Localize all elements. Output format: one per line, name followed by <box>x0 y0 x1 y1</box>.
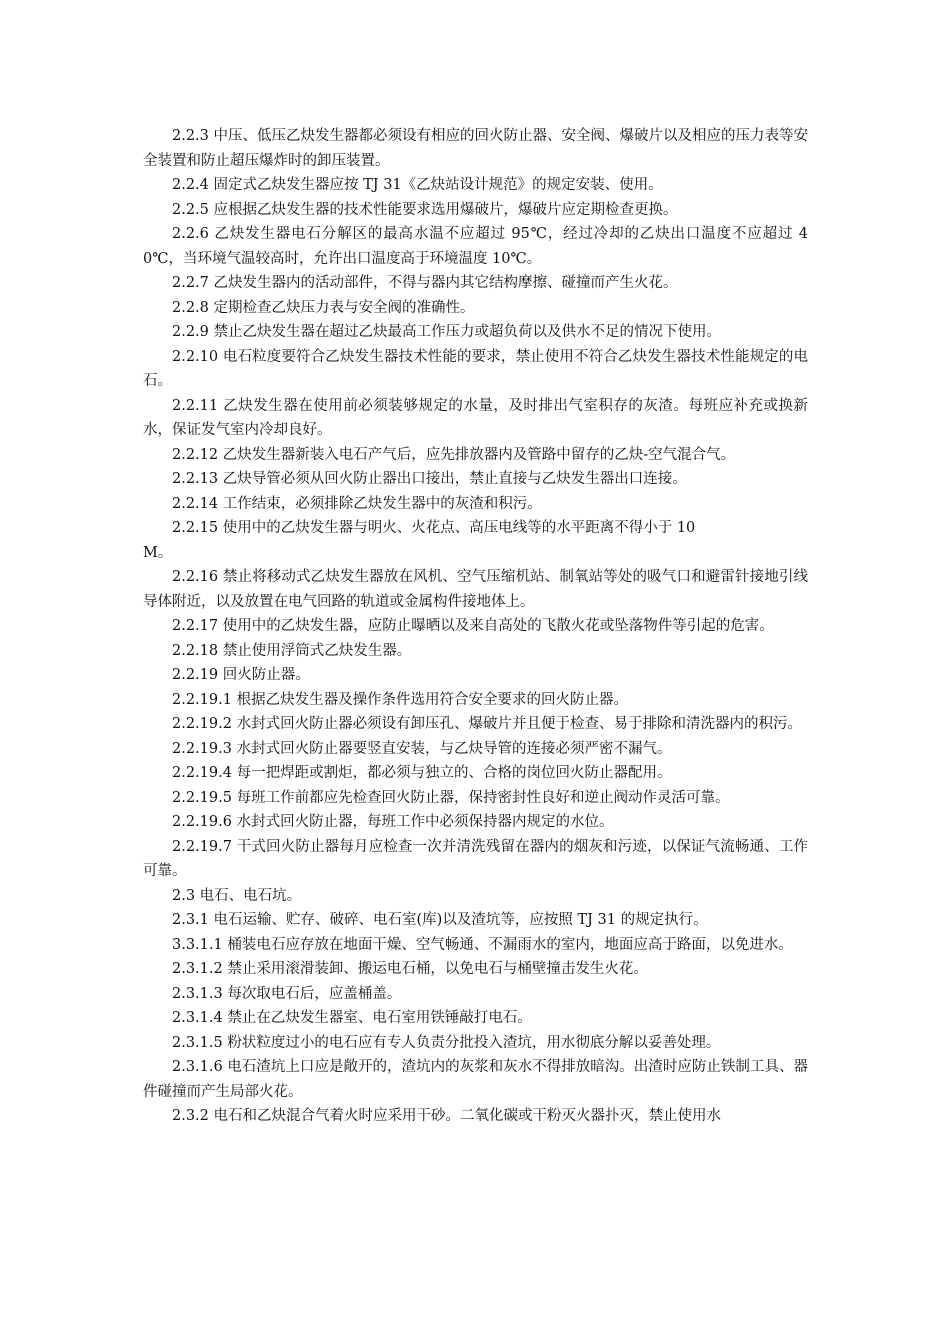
paragraph-2-3-1-5: 2.3.1.5 粉状粒度过小的电石应有专人负责分批投入渣坑，用水彻底分解以妥善处理。 <box>172 1034 721 1051</box>
paragraph-2-2-19-3: 2.2.19.3 水封式回火防止器要竖直安装，与乙炔导管的连接必须严密不漏气。 <box>172 740 672 757</box>
paragraph-2-2-5: 2.2.5 应根据乙炔发生器的技术性能要求选用爆破片，爆破片应定期检查更换。 <box>172 201 678 218</box>
paragraph-3-3-1-1: 3.3.1.1 桶装电石应存放在地面干燥、空气畅通、不漏雨水的室内，地面应高于路面，以免进水。 <box>172 936 793 953</box>
paragraph-2-2-16: 2.2.16 禁止将移动式乙炔发生器放在风机、空气压缩机站、制氧站等处的吸气口和避雷针接地引线导体附近，以及放置在电气回路的轨道或金属构件接地体上。 <box>143 569 808 610</box>
paragraph-2-2-17: 2.2.17 使用中的乙炔发生器，应防止曝晒以及来自高处的飞散火花或坠落物件等引起的危害。 <box>172 618 774 634</box>
paragraph-2-3-2: 2.3.2 电石和乙炔混合气着火时应采用干砂。二氧化碳或干粉灭火器扑灭，禁止使用水 <box>172 1108 722 1124</box>
paragraph-2-2-12: 2.2.12 乙炔发生器新装入电石产气后，应先排放器内及管路中留存的乙炔-空气混合气。 <box>172 446 736 463</box>
paragraph-2-2-4: 2.2.4 固定式乙炔发生器应按 TJ 31《乙炔站设计规范》的规定安装、使用。 <box>172 177 663 193</box>
paragraph-2-2-9: 2.2.9 禁止乙炔发生器在超过乙炔最高工作压力或超负荷以及供水不足的情况下使用。 <box>172 324 722 340</box>
paragraph-2-2-15-continued: M。 <box>143 544 173 561</box>
paragraph-2-3-1: 2.3.1 电石运输、贮存、破碎、电石室(库)以及渣坑等，应按照 TJ 31 的规定执行。 <box>172 912 708 928</box>
paragraph-2-2-13: 2.2.13 乙炔导管必须从回火防止器出口接出，禁止直接与乙炔发生器出口连接。 <box>172 471 687 487</box>
paragraph-2-2-10: 2.2.10 电石粒度要符合乙炔发生器技术性能的要求，禁止使用不符合乙炔发生器技术性能规定的电石。 <box>143 348 808 389</box>
paragraph-2-3-1-3: 2.3.1.3 每次取电石后，应盖桶盖。 <box>172 985 402 1002</box>
paragraph-2-3-1-2: 2.3.1.2 禁止采用滚滑装卸、搬运电石桶，以免电石与桶壁撞击发生火花。 <box>172 961 648 977</box>
paragraph-2-2-11: 2.2.11 乙炔发生器在使用前必须装够规定的水量，及时排出气室积存的灰渣。每班应补充或换新水，保证发气室内冷却良好。 <box>143 397 808 438</box>
paragraph-2-2-15: 2.2.15 使用中的乙炔发生器与明火、火花点、高压电线等的水平距离不得小于 10 <box>172 520 696 536</box>
paragraph-2-2-6: 2.2.6 乙炔发生器电石分解区的最高水温不应超过 95℃，经过冷却的乙炔出口温度不应超过 40℃，当环境气温较高时，允许出口温度高于环境温度 10℃。 <box>143 226 808 267</box>
paragraph-2-2-3: 2.2.3 中压、低压乙炔发生器都必须设有相应的回火防止器、安全阀、爆破片以及相应的压力表等安全装置和防止超压爆炸时的卸压装置。 <box>143 128 808 169</box>
document-body <box>143 124 808 1129</box>
paragraph-2-3-1-6: 2.3.1.6 电石渣坑上口应是敞开的，渣坑内的灰浆和灰水不得排放暗沟。出渣时应防止铁制工具、器件碰撞而产生局部火花。 <box>143 1059 808 1100</box>
paragraph-2-2-19-6: 2.2.19.6 水封式回火防止器，每班工作中必须保持器内规定的水位。 <box>172 814 614 830</box>
section-heading-2-3: 2.3 电石、电石坑。 <box>172 887 302 904</box>
paragraph-2-2-19: 2.2.19 回火防止器。 <box>172 667 310 683</box>
paragraph-2-2-19-5: 2.2.19.5 每班工作前都应先检查回火防止器，保持密封性良好和逆止阀动作灵活可靠。 <box>172 789 730 806</box>
paragraph-2-2-19-7: 2.2.19.7 干式回火防止器每月应检查一次并清洗残留在器内的烟灰和污迹，以保证气流畅通、工作可靠。 <box>143 838 808 879</box>
paragraph-2-3-1-4: 2.3.1.4 禁止在乙炔发生器室、电石室用铁锤敲打电石。 <box>172 1010 532 1026</box>
paragraph-2-2-8: 2.2.8 定期检查乙炔压力表与安全阀的准确性。 <box>172 299 475 316</box>
paragraph-2-2-19-2: 2.2.19.2 水封式回火防止器必须设有卸压孔、爆破片并且便于检查、易于排除和清洗器内的积污。 <box>172 716 803 732</box>
paragraph-2-2-19-4: 2.2.19.4 每一把焊距或割炬，都必须与独立的、合格的岗位回火防止器配用。 <box>172 765 672 781</box>
paragraph-2-2-18: 2.2.18 禁止使用浮筒式乙炔发生器。 <box>172 642 412 659</box>
paragraph-2-2-19-1: 2.2.19.1 根据乙炔发生器及操作条件选用符合安全要求的回火防止器。 <box>172 691 629 708</box>
paragraph-2-2-7: 2.2.7 乙炔发生器内的活动部件，不得与器内其它结构摩擦、碰撞而产生火花。 <box>172 275 678 291</box>
paragraph-2-2-14: 2.2.14 工作结束，必须排除乙炔发生器中的灰渣和积污。 <box>172 495 542 512</box>
